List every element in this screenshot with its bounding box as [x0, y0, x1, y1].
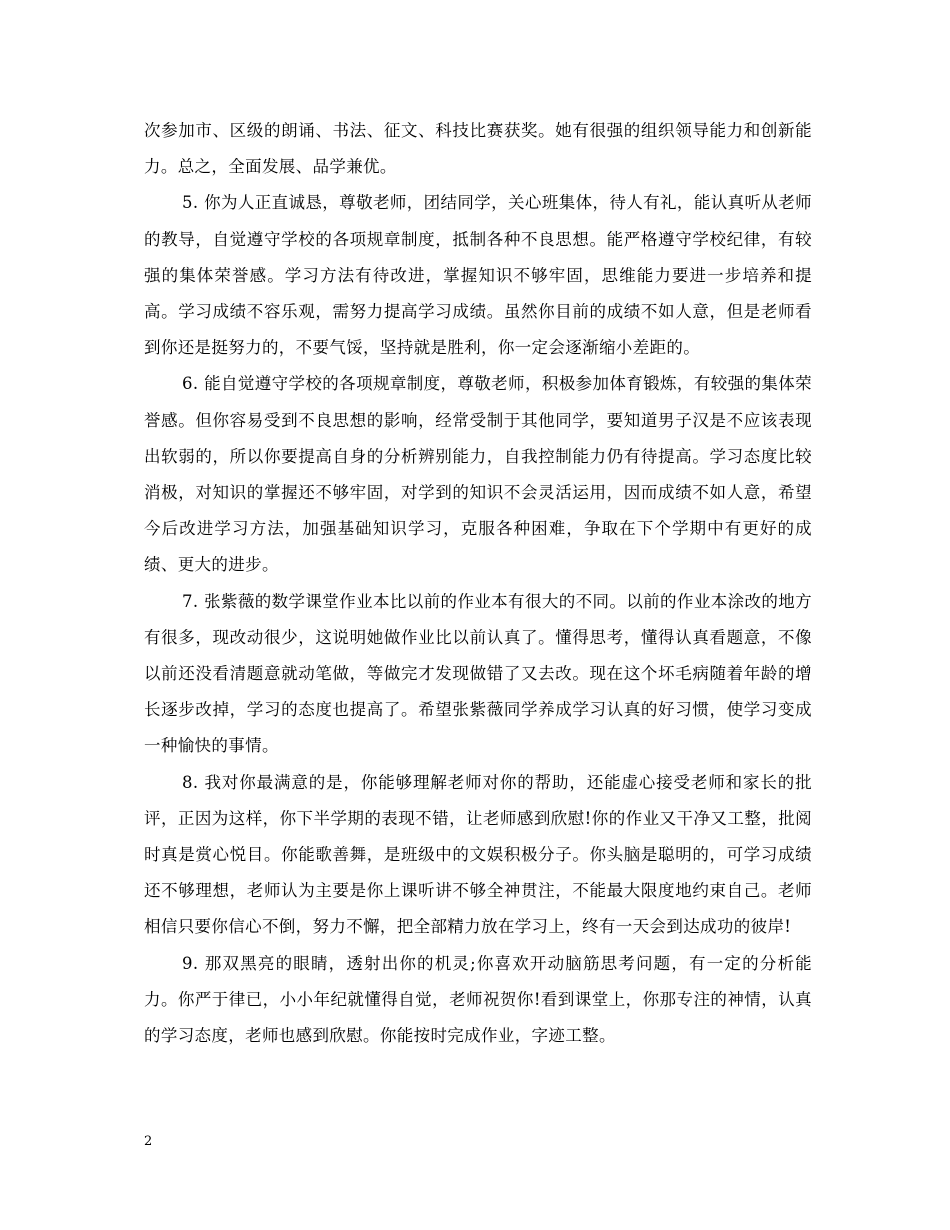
paragraph-item-8: 8. 我对你最满意的是，你能够理解老师对你的帮助，还能虚心接受老师和家长的批评，正因为这样，你下半学期的表现不错，让老师感到欣慰!你的作业又干净又工整，批阅时真是赏心悦目。你能歌善舞，是班级中的文娱积极分子。你头脑是聪明的，可学习成绩还不够理想，老师认为主要是你上课听讲不够全神贯注，不能最大限度地约束自己。老师相信只要你信心不倒，努力不懈，把全部精力放在学习上，终有一天会到达成功的彼岸!	[144, 772, 812, 937]
paragraph-item-9: 9. 那双黑亮的眼睛，透射出你的机灵;你喜欢开动脑筋思考问题，有一定的分析能力。你严于律已，小小年纪就懂得自觉，老师祝贺你!看到课堂上，你那专注的神情，认真的学习态度，老师也感到欣慰。你能按时完成作业，字迹工整。	[144, 953, 812, 1046]
document-body	[144, 113, 812, 1054]
paragraph-item-7: 7. 张紫薇的数学课堂作业本比以前的作业本有很大的不同。以前的作业本涂改的地方有很多，现改动很少，这说明她做作业比以前认真了。懂得思考，懂得认真看题意，不像以前还没看清题意就动笔做，等做完才发现做错了又去改。现在这个坏毛病随着年龄的增长逐步改掉，学习的态度也提高了。希望张紫薇同学养成学习认真的好习惯，使学习变成一种愉快的事情。	[144, 591, 812, 756]
paragraph-item-5: 5. 你为人正直诚恳，尊敬老师，团结同学，关心班集体，待人有礼，能认真听从老师的教导，自觉遵守学校的各项规章制度，抵制各种不良思想。能严格遵守学校纪律，有较强的集体荣誉感。学习方法有待改进，掌握知识不够牢固，思维能力要进一步培养和提高。学习成绩不容乐观，需努力提高学习成绩。虽然你目前的成绩不如人意，但是老师看到你还是挺努力的，不要气馁，坚持就是胜利，你一定会逐渐缩小差距的。	[144, 193, 812, 358]
paragraph-item-6: 6. 能自觉遵守学校的各项规章制度，尊敬老师，积极参加体育锻炼，有较强的集体荣誉感。但你容易受到不良思想的影响，经常受制于其他同学，要知道男子汉是不应该表现出软弱的，所以你要提高自身的分析辨别能力，自我控制能力仍有待提高。学习态度比较消极，对知识的掌握还不够牢固，对学到的知识不会灵活运用，因而成绩不如人意，希望今后改进学习方法，加强基础知识学习，克服各种困难，争取在下个学期中有更好的成绩、更大的进步。	[144, 374, 812, 575]
page-number: 2	[144, 1134, 153, 1149]
paragraph-continuation: 次参加市、区级的朗诵、书法、征文、科技比赛获奖。她有很强的组织领导能力和创新能力。总之，全面发展、品学兼优。	[144, 121, 812, 177]
